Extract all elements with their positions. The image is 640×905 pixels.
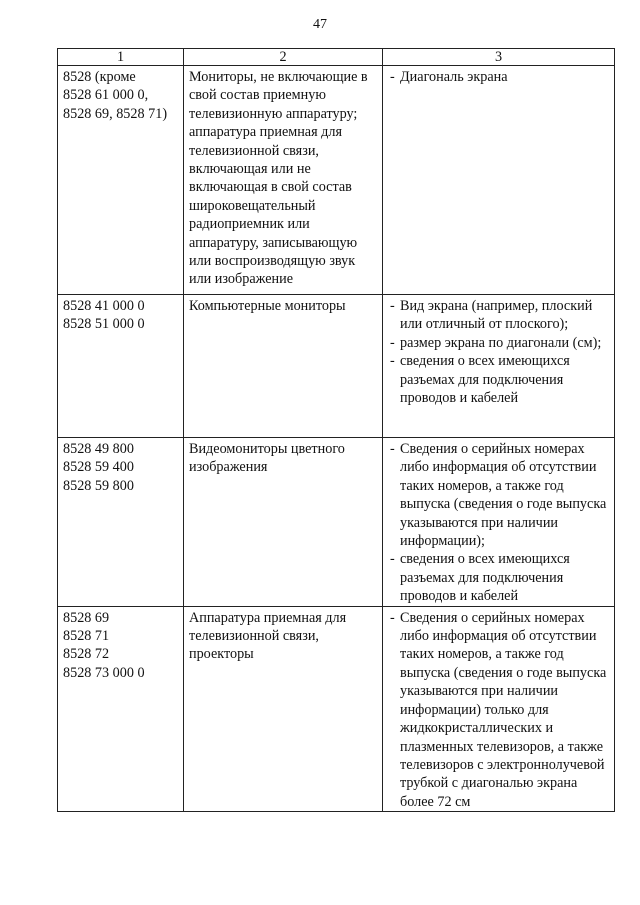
product-name: Аппаратура приемная для телевизионной связи, проекторы xyxy=(189,609,347,663)
column-header: 2 xyxy=(184,49,383,66)
list-item: - Сведения о серийных номерах либо информация об отсутствии таких номеров, а также год выпуска (сведения о годе выпуска указываются при наличии информации); xyxy=(388,440,611,550)
table-row xyxy=(58,606,615,811)
features-cell xyxy=(383,606,615,811)
column-header: 3 xyxy=(383,49,615,66)
commodity-code: 8528 41 000 0 8528 51 000 0 xyxy=(63,298,145,333)
commodity-code: 8528 (кроме 8528 61 000 0, 8528 69, 8528 71) xyxy=(63,69,168,122)
list-item: - сведения о всех имеющихся разъемах для подключения проводов и кабелей xyxy=(388,550,611,605)
commodity-code: 8528 69 8528 71 8528 72 8528 73 000 0 xyxy=(63,609,145,681)
code-cell xyxy=(58,295,184,438)
features-list xyxy=(388,297,611,407)
list-item: - размер экрана по диагонали (см); xyxy=(388,334,611,352)
header-row xyxy=(58,49,615,66)
features-cell xyxy=(383,66,615,295)
features-list xyxy=(388,609,611,811)
product-name: Мониторы, не включающие в свой состав приемную телевизионную аппаратуру; аппаратура приемная для телевизионной связи, включающая или не включающая в свой состав широковещательный радиоприемник или аппаратуру, записывающую или воспроизводящую звук или изображение xyxy=(189,69,368,288)
product-name: Компьютерные мониторы xyxy=(189,298,346,314)
code-cell xyxy=(58,438,184,607)
goods-table xyxy=(57,48,615,812)
product-name: Видеомониторы цветного изображения xyxy=(189,441,345,476)
column-header: 1 xyxy=(58,49,184,66)
name-cell xyxy=(184,295,383,438)
features-list xyxy=(388,440,611,606)
list-item: - сведения о всех имеющихся разъемах для подключения проводов и кабелей xyxy=(388,352,611,407)
code-cell xyxy=(58,606,184,811)
table-row xyxy=(58,295,615,438)
table-row xyxy=(58,438,615,607)
table-row xyxy=(58,66,615,295)
list-item: - Сведения о серийных номерах либо информация об отсутствии таких номеров, а также год выпуска (сведения о годе выпуска указываются при наличии информации) только для жидкокристаллических и плазменных телевизоров, а также телевизоров с электроннолучевой трубкой с диагональю экрана более 72 см xyxy=(388,609,611,811)
features-cell xyxy=(383,438,615,607)
features-cell xyxy=(383,295,615,438)
code-cell xyxy=(58,66,184,295)
list-item: - Вид экрана (например, плоский или отличный от плоского); xyxy=(388,297,611,334)
page-number: 47 xyxy=(313,17,327,32)
features-list xyxy=(388,68,611,86)
name-cell xyxy=(184,438,383,607)
list-item: - Диагональ экрана xyxy=(388,68,611,86)
name-cell xyxy=(184,606,383,811)
name-cell xyxy=(184,66,383,295)
commodity-code: 8528 49 800 8528 59 400 8528 59 800 xyxy=(63,441,134,494)
